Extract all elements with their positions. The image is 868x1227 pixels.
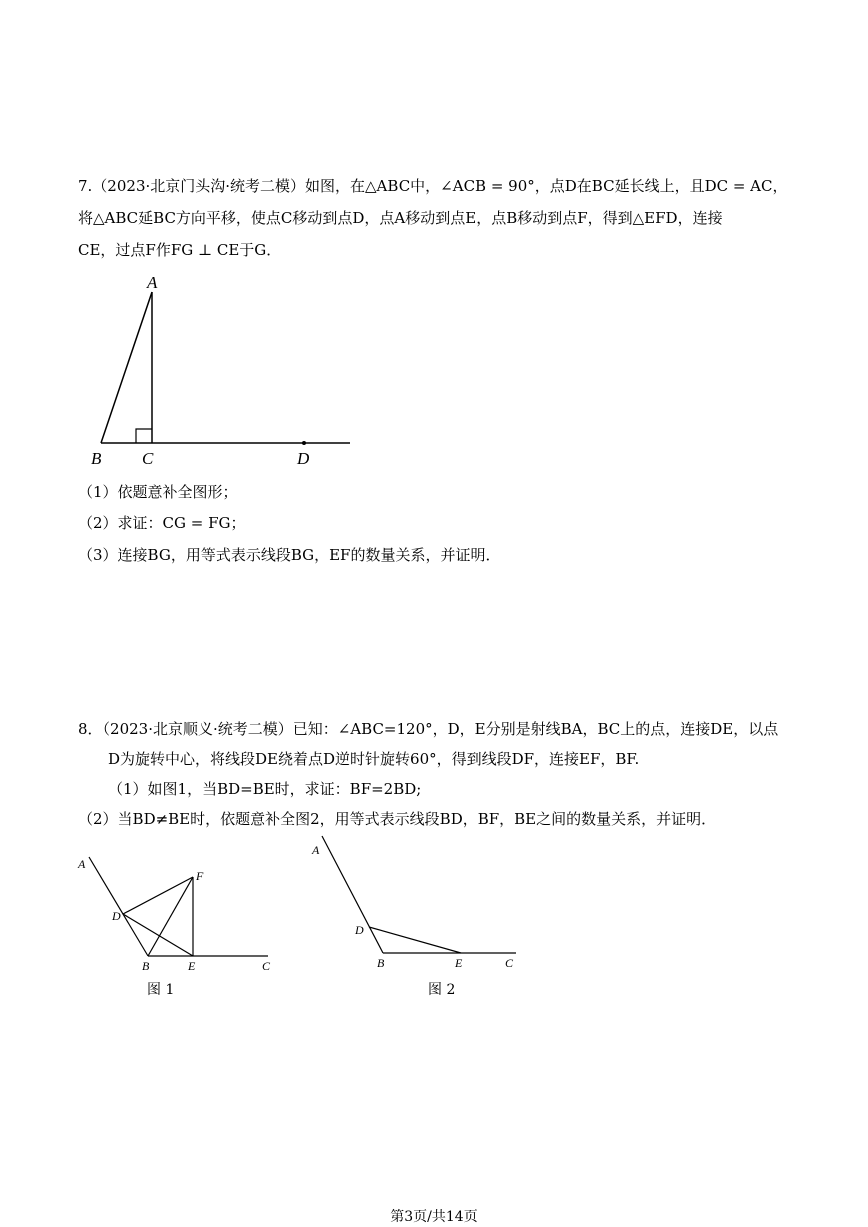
q7-line3: CE，过点F作FG ⊥ CE于G． xyxy=(78,241,282,259)
fig2-label-d: D xyxy=(355,923,364,937)
q7-point-d xyxy=(302,441,306,445)
q7-label-c: C xyxy=(142,449,154,468)
fig2-label-e: E xyxy=(455,956,463,970)
q7-right-angle-mark xyxy=(136,429,152,443)
fig1-label-a: A xyxy=(78,857,86,871)
q7-segment-ab xyxy=(101,292,152,443)
q8-line1: 8．（2023·北京顺义·统考二模）已知：∠ABC=120°，D，E分别是射线BA，BC上的点，连接DE，以点 xyxy=(78,720,779,738)
q7-part1: （1）依题意补全图形； xyxy=(78,483,238,501)
q7-label-b: B xyxy=(91,449,102,468)
fig2-label-b: B xyxy=(377,956,385,970)
q8-line2: D为旋转中心，将线段DE绕着点D逆时针旋转60°，得到线段DF，连接EF，BF. xyxy=(108,750,640,768)
q8-part1: （1）如图1，当BD=BE时，求证：BF=2BD; xyxy=(108,780,422,798)
q7-line2: 将△ABC延BC方向平移，使点C移动到点D，点A移动到点E，点B移动到点F，得到△EFD，连接 xyxy=(78,209,723,227)
q7-part3: （3）连接BG，用等式表示线段BG，EF的数量关系，并证明． xyxy=(78,546,501,564)
fig1-ray-ba xyxy=(89,857,148,956)
fig2-label-c: C xyxy=(505,956,514,970)
q7-label-d: D xyxy=(297,449,310,468)
fig2-ray-ba xyxy=(322,836,383,953)
fig1-caption: 图 1 xyxy=(147,982,175,998)
fig1-label-c: C xyxy=(262,959,271,973)
fig1-segment-de xyxy=(123,914,193,956)
fig2-label-a: A xyxy=(312,843,320,857)
q8-part2: （2）当BD≠BE时，依题意补全图2，用等式表示线段BD，BF，BE之间的数量关系，并证明． xyxy=(78,810,717,828)
fig2-segment-de xyxy=(369,927,461,953)
q7-label-a: A xyxy=(147,273,158,292)
fig1-label-b: B xyxy=(142,959,150,973)
fig1-label-e: E xyxy=(188,959,196,973)
page-footer: 第3页/共14页 xyxy=(390,1209,478,1225)
fig1-label-d: D xyxy=(112,909,121,923)
q7-line1: 7.（2023·北京门头沟·统考二模）如图，在△ABC中，∠ACB = 90°，点D在BC延长线上，且DC = AC， xyxy=(78,177,788,195)
fig1-label-f: F xyxy=(196,869,204,883)
fig2-caption: 图 2 xyxy=(428,982,456,998)
q7-part2: （2）求证：CG = FG； xyxy=(78,514,246,532)
